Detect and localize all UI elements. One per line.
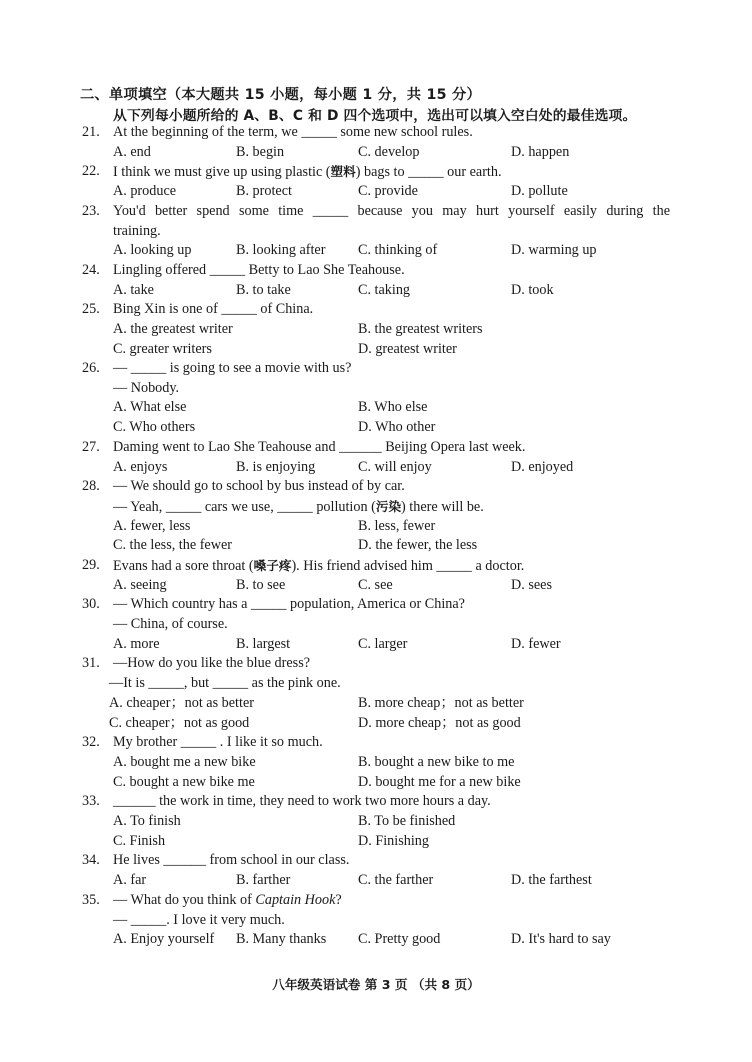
question-number: 29.: [82, 557, 100, 573]
option-c: C. larger: [358, 636, 408, 652]
option-a: A. What else: [113, 399, 187, 415]
option-b: B. the greatest writers: [358, 321, 483, 337]
option-a: A. To finish: [113, 813, 181, 829]
option-c: C. provide: [358, 183, 418, 199]
option-d: D. fewer: [511, 636, 561, 652]
option-d: D. greatest writer: [358, 341, 457, 357]
question-stem: — What do you think of Captain Hook?: [113, 892, 342, 908]
option-d: D. Finishing: [358, 833, 429, 849]
option-c: C. thinking of: [358, 242, 438, 258]
option-c: C. Finish: [113, 833, 166, 849]
question-number: 30.: [82, 596, 100, 612]
option-b: B. largest: [236, 636, 291, 652]
option-a: A. more: [113, 636, 160, 652]
question-stem: ______ the work in time, they need to work two more hours a day.: [113, 793, 491, 809]
option-c: C. Who others: [113, 419, 196, 435]
question-number: 23.: [82, 203, 100, 219]
question-number: 22.: [82, 163, 100, 179]
question-number: 33.: [82, 793, 100, 809]
option-c: C. develop: [358, 144, 420, 160]
option-c: C. greater writers: [113, 341, 212, 357]
question-stem-continued: training.: [113, 223, 161, 239]
question-stem: Bing Xin is one of _____ of China.: [113, 301, 314, 317]
option-d: D. happen: [511, 144, 570, 160]
question-stem-reply: —It is _____, but _____ as the pink one.: [109, 675, 341, 691]
title-italic: Captain Hook: [255, 892, 336, 908]
option-b: B. protect: [236, 183, 292, 199]
question-number: 26.: [82, 360, 100, 376]
question-stem-reply: — Yeah, _____ cars we use, _____ pollution (污染) there will be.: [113, 499, 484, 515]
option-a: A. enjoys: [113, 459, 168, 475]
option-b: B. less, fewer: [358, 518, 436, 534]
option-b: B. to take: [236, 282, 291, 298]
option-d: D. warming up: [511, 242, 597, 258]
page-footer: 八年级英语试卷 第 3 页 （共 8 页）: [272, 977, 480, 992]
option-a: A. end: [113, 144, 151, 160]
question-stem: I think we must give up using plastic (塑料) bags to _____ our earth.: [113, 164, 502, 180]
chinese-gloss: 嗓子疼: [253, 558, 292, 573]
question-stem: — Which country has a _____ population, America or China?: [113, 596, 465, 612]
option-d: D. enjoyed: [511, 459, 574, 475]
option-d: D. the fewer, the less: [358, 537, 478, 553]
option-b: B. to see: [236, 577, 286, 593]
question-stem: — We should go to school by bus instead of by car.: [113, 478, 405, 494]
option-b: B. begin: [236, 144, 285, 160]
question-stem: My brother _____ . I like it so much.: [113, 734, 323, 750]
option-a: A. cheaper；not as better: [109, 695, 254, 711]
question-stem-reply: — Nobody.: [113, 380, 180, 396]
option-b: B. Many thanks: [236, 931, 327, 947]
option-a: A. bought me a new bike: [113, 754, 256, 770]
option-d: D. sees: [511, 577, 552, 593]
option-a: A. take: [113, 282, 154, 298]
option-b: B. Who else: [358, 399, 428, 415]
question-stem: You'd better spend some time _____ because you may hurt yourself easily during the: [113, 203, 670, 219]
question-stem: Daming went to Lao She Teahouse and ______ Beijing Opera last week.: [113, 439, 526, 455]
option-b: B. looking after: [236, 242, 326, 258]
option-b: B. farther: [236, 872, 291, 888]
option-a: A. the greatest writer: [113, 321, 233, 337]
question-stem-reply: — China, of course.: [113, 616, 228, 632]
chinese-gloss: 污染: [375, 499, 402, 514]
option-b: B. bought a new bike to me: [358, 754, 515, 770]
question-number: 24.: [82, 262, 100, 278]
chinese-gloss: 塑料: [330, 164, 356, 179]
option-d: D. took: [511, 282, 554, 298]
option-c: C. will enjoy: [358, 459, 432, 475]
option-d: D. bought me for a new bike: [358, 774, 521, 790]
question-number: 31.: [82, 655, 100, 671]
option-d: D. pollute: [511, 183, 568, 199]
option-d: D. It's hard to say: [511, 931, 611, 947]
option-a: A. seeing: [113, 577, 167, 593]
question-number: 27.: [82, 439, 100, 455]
option-b: B. To be finished: [358, 813, 456, 829]
option-a: A. far: [113, 872, 147, 888]
question-number: 21.: [82, 124, 100, 140]
option-a: A. looking up: [113, 242, 192, 258]
question-stem-reply: — _____. I love it very much.: [113, 912, 285, 928]
option-a: A. fewer, less: [113, 518, 191, 534]
question-stem: —How do you like the blue dress?: [113, 655, 311, 671]
option-c: C. taking: [358, 282, 411, 298]
section-instruction: 从下列每小题所给的 A、B、C 和 D 四个选项中，选出可以填入空白处的最佳选项。: [113, 108, 637, 124]
question-stem: Lingling offered _____ Betty to Lao She Teahouse.: [113, 262, 405, 278]
question-number: 25.: [82, 301, 100, 317]
question-stem: — _____ is going to see a movie with us?: [113, 360, 352, 376]
option-c: C. cheaper；not as good: [109, 715, 250, 731]
question-number: 35.: [82, 892, 100, 908]
option-d: D. more cheap；not as good: [358, 715, 521, 731]
option-a: A. Enjoy yourself: [113, 931, 215, 947]
option-c: C. bought a new bike me: [113, 774, 255, 790]
option-c: C. Pretty good: [358, 931, 441, 947]
option-b: B. is enjoying: [236, 459, 316, 475]
question-number: 28.: [82, 478, 100, 494]
question-number: 34.: [82, 852, 100, 868]
question-stem: Evans had a sore throat (嗓子疼). His friend advised him _____ a doctor.: [113, 558, 525, 574]
option-a: A. produce: [113, 183, 177, 199]
option-d: D. Who other: [358, 419, 436, 435]
option-b: B. more cheap；not as better: [358, 695, 524, 711]
option-c: C. the farther: [358, 872, 434, 888]
question-number: 32.: [82, 734, 100, 750]
option-d: D. the farthest: [511, 872, 592, 888]
option-c: C. see: [358, 577, 393, 593]
question-stem: At the beginning of the term, we _____ some new school rules.: [113, 124, 473, 140]
question-stem: He lives ______ from school in our class.: [113, 852, 350, 868]
section-title: 二、单项填空（本大题共 15 小题，每小题 1 分，共 15 分）: [80, 87, 482, 103]
option-c: C. the less, the fewer: [113, 537, 232, 553]
